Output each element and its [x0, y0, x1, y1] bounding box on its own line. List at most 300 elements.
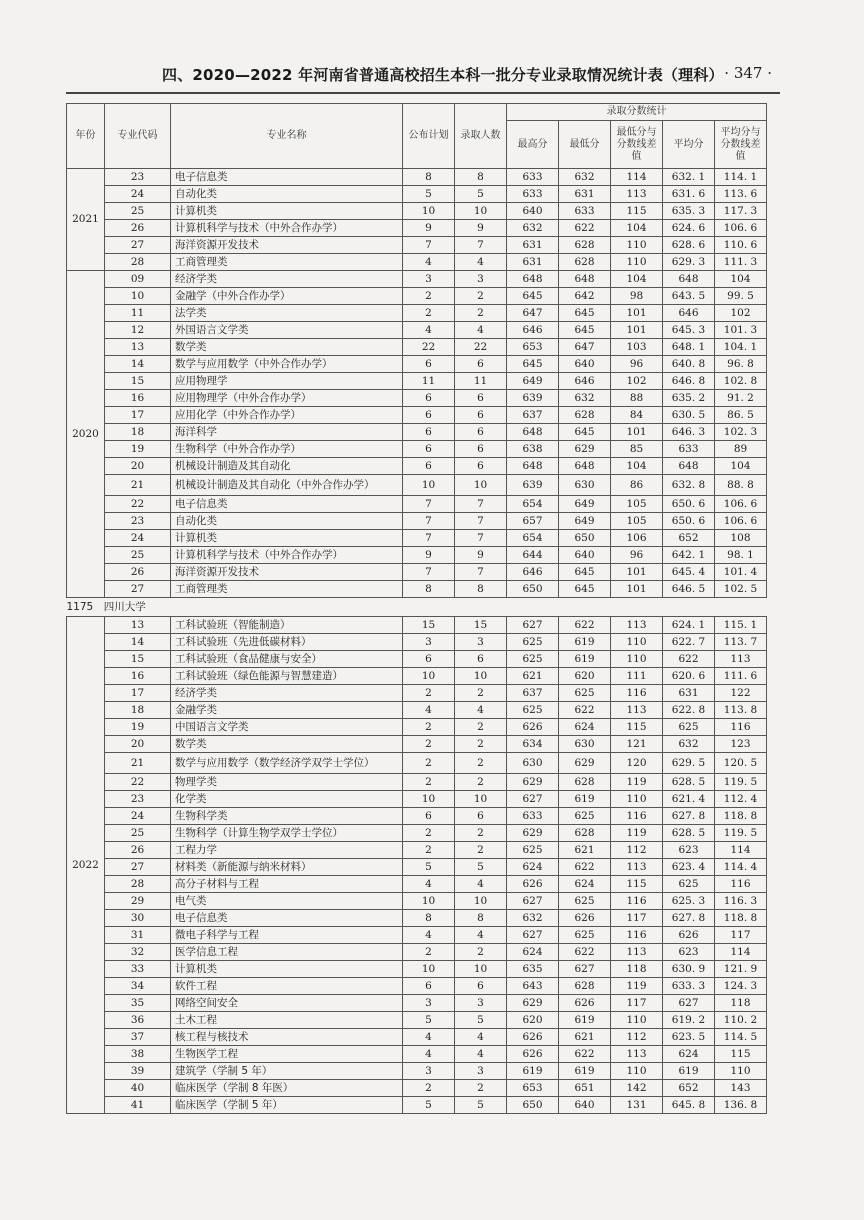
cell-name: 应用化学（中外合作办学） [171, 407, 403, 424]
cell-avg-diff: 104 [715, 271, 767, 288]
cell-min-diff: 110 [611, 1063, 663, 1080]
header-avg: 平均分 [663, 121, 715, 169]
table-row [67, 581, 767, 598]
cell-max: 625 [507, 634, 559, 651]
cell-max: 630 [507, 753, 559, 774]
cell-code: 20 [105, 736, 171, 753]
cell-admitted: 6 [455, 356, 507, 373]
cell-name: 电子信息类 [171, 169, 403, 186]
cell-avg-diff: 106. 6 [715, 513, 767, 530]
cell-max: 645 [507, 356, 559, 373]
table-row [67, 753, 767, 774]
cell-name: 核工程与核技术 [171, 1029, 403, 1046]
cell-code: 17 [105, 407, 171, 424]
table-row [67, 1046, 767, 1063]
table-row [67, 390, 767, 407]
cell-code: 22 [105, 774, 171, 791]
cell-avg-diff: 104 [715, 458, 767, 475]
cell-admitted: 9 [455, 220, 507, 237]
cell-plan: 6 [403, 458, 455, 475]
cell-name: 化学类 [171, 791, 403, 808]
cell-avg: 631. 6 [663, 186, 715, 203]
cell-max: 646 [507, 322, 559, 339]
cell-max: 625 [507, 651, 559, 668]
cell-admitted: 5 [455, 1012, 507, 1029]
cell-admitted: 2 [455, 774, 507, 791]
cell-avg: 623 [663, 842, 715, 859]
page-title: 四、2020—2022 年河南省普通高校招生本科一批分专业录取情况统计表（理科） [162, 66, 724, 84]
cell-plan: 3 [403, 1063, 455, 1080]
cell-name: 建筑学（学制 5 年） [171, 1063, 403, 1080]
cell-name: 物理学类 [171, 774, 403, 791]
table-row [67, 825, 767, 842]
table-row [67, 685, 767, 702]
cell-min-diff: 119 [611, 825, 663, 842]
cell-plan: 2 [403, 944, 455, 961]
cell-min-diff: 113 [611, 1046, 663, 1063]
cell-min-diff: 104 [611, 220, 663, 237]
cell-min-diff: 106 [611, 530, 663, 547]
cell-avg: 628. 6 [663, 237, 715, 254]
page-header [66, 60, 786, 90]
cell-admitted: 10 [455, 475, 507, 496]
cell-avg: 624 [663, 1046, 715, 1063]
cell-min: 628 [559, 407, 611, 424]
cell-min: 645 [559, 305, 611, 322]
cell-admitted: 10 [455, 791, 507, 808]
cell-admitted: 9 [455, 547, 507, 564]
cell-min-diff: 105 [611, 496, 663, 513]
cell-plan: 9 [403, 220, 455, 237]
cell-admitted: 8 [455, 910, 507, 927]
cell-plan: 10 [403, 203, 455, 220]
header-min-diff: 最低分与分数线差值 [611, 121, 663, 169]
cell-code: 23 [105, 513, 171, 530]
cell-plan: 6 [403, 651, 455, 668]
cell-avg: 630. 9 [663, 961, 715, 978]
cell-min: 625 [559, 808, 611, 825]
cell-min-diff: 116 [611, 893, 663, 910]
cell-avg-diff: 102. 8 [715, 373, 767, 390]
cell-avg-diff: 86. 5 [715, 407, 767, 424]
cell-admitted: 22 [455, 339, 507, 356]
cell-plan: 7 [403, 564, 455, 581]
cell-admitted: 4 [455, 1029, 507, 1046]
cell-admitted: 7 [455, 513, 507, 530]
cell-code: 26 [105, 564, 171, 581]
cell-plan: 9 [403, 547, 455, 564]
cell-plan: 10 [403, 893, 455, 910]
cell-min: 622 [559, 617, 611, 634]
cell-plan: 11 [403, 373, 455, 390]
cell-max: 631 [507, 237, 559, 254]
table-row [67, 186, 767, 203]
cell-plan: 5 [403, 1012, 455, 1029]
cell-avg-diff: 98. 1 [715, 547, 767, 564]
cell-min: 642 [559, 288, 611, 305]
cell-avg: 650. 6 [663, 513, 715, 530]
cell-max: 635 [507, 961, 559, 978]
header-min: 最低分 [559, 121, 611, 169]
cell-admitted: 5 [455, 1097, 507, 1114]
cell-min-diff: 113 [611, 944, 663, 961]
cell-avg: 648. 1 [663, 339, 715, 356]
cell-avg-diff: 113 [715, 651, 767, 668]
cell-avg: 633. 3 [663, 978, 715, 995]
table-row [67, 220, 767, 237]
cell-avg: 622. 7 [663, 634, 715, 651]
cell-plan: 4 [403, 1029, 455, 1046]
table-row [67, 927, 767, 944]
cell-max: 633 [507, 186, 559, 203]
cell-avg: 632. 8 [663, 475, 715, 496]
cell-min: 619 [559, 1063, 611, 1080]
cell-plan: 15 [403, 617, 455, 634]
header-plan: 公布计划 [403, 104, 455, 169]
cell-plan: 7 [403, 513, 455, 530]
cell-max: 629 [507, 774, 559, 791]
cell-min: 649 [559, 513, 611, 530]
cell-plan: 10 [403, 791, 455, 808]
cell-name: 数学与应用数学（数学经济学双学士学位） [171, 753, 403, 774]
cell-name: 计算机类 [171, 530, 403, 547]
cell-avg-diff: 111. 6 [715, 668, 767, 685]
cell-name: 中国语言文学类 [171, 719, 403, 736]
cell-plan: 8 [403, 169, 455, 186]
cell-min: 628 [559, 237, 611, 254]
cell-name: 数学类 [171, 736, 403, 753]
table-row [67, 169, 767, 186]
cell-plan: 5 [403, 186, 455, 203]
cell-avg: 630. 5 [663, 407, 715, 424]
cell-max: 627 [507, 791, 559, 808]
table-row [67, 305, 767, 322]
cell-avg: 646. 3 [663, 424, 715, 441]
cell-admitted: 7 [455, 530, 507, 547]
table-row [67, 1063, 767, 1080]
cell-code: 21 [105, 475, 171, 496]
cell-plan: 10 [403, 475, 455, 496]
cell-avg: 624. 6 [663, 220, 715, 237]
cell-plan: 4 [403, 927, 455, 944]
cell-plan: 6 [403, 424, 455, 441]
cell-max: 645 [507, 288, 559, 305]
cell-name: 海洋资源开发技术 [171, 237, 403, 254]
cell-code: 18 [105, 702, 171, 719]
cell-avg-diff: 143 [715, 1080, 767, 1097]
cell-admitted: 6 [455, 808, 507, 825]
cell-code: 11 [105, 305, 171, 322]
cell-plan: 3 [403, 995, 455, 1012]
cell-max: 643 [507, 978, 559, 995]
cell-avg-diff: 89 [715, 441, 767, 458]
cell-min: 624 [559, 719, 611, 736]
header-code: 专业代码 [105, 104, 171, 169]
cell-min: 630 [559, 736, 611, 753]
cell-code: 14 [105, 356, 171, 373]
cell-min: 625 [559, 685, 611, 702]
cell-name: 电子信息类 [171, 496, 403, 513]
cell-max: 632 [507, 910, 559, 927]
cell-min: 651 [559, 1080, 611, 1097]
cell-max: 650 [507, 581, 559, 598]
cell-min-diff: 113 [611, 859, 663, 876]
cell-plan: 22 [403, 339, 455, 356]
cell-max: 629 [507, 825, 559, 842]
cell-plan: 5 [403, 859, 455, 876]
table-row [67, 842, 767, 859]
cell-min: 626 [559, 995, 611, 1012]
cell-max: 632 [507, 220, 559, 237]
cell-max: 631 [507, 254, 559, 271]
cell-max: 626 [507, 719, 559, 736]
cell-plan: 2 [403, 288, 455, 305]
cell-admitted: 3 [455, 995, 507, 1012]
cell-max: 648 [507, 424, 559, 441]
cell-max: 627 [507, 893, 559, 910]
cell-max: 648 [507, 271, 559, 288]
cell-name: 计算机类 [171, 961, 403, 978]
cell-min: 645 [559, 581, 611, 598]
cell-avg-diff: 124. 3 [715, 978, 767, 995]
cell-avg: 627. 8 [663, 808, 715, 825]
cell-avg: 631 [663, 685, 715, 702]
cell-avg-diff: 119. 5 [715, 774, 767, 791]
cell-code: 10 [105, 288, 171, 305]
cell-name: 机械设计制造及其自动化（中外合作办学） [171, 475, 403, 496]
cell-min: 628 [559, 774, 611, 791]
cell-max: 633 [507, 808, 559, 825]
cell-avg: 622 [663, 651, 715, 668]
cell-min: 640 [559, 547, 611, 564]
table-row [67, 1080, 767, 1097]
cell-avg: 625. 3 [663, 893, 715, 910]
cell-min-diff: 85 [611, 441, 663, 458]
cell-min: 645 [559, 424, 611, 441]
cell-min-diff: 113 [611, 186, 663, 203]
table-row [67, 736, 767, 753]
cell-name: 自动化类 [171, 186, 403, 203]
cell-min: 648 [559, 271, 611, 288]
table-row [67, 407, 767, 424]
cell-min-diff: 120 [611, 753, 663, 774]
table-row [67, 668, 767, 685]
cell-avg: 626 [663, 927, 715, 944]
cell-admitted: 6 [455, 407, 507, 424]
cell-admitted: 3 [455, 271, 507, 288]
cell-admitted: 3 [455, 1063, 507, 1080]
cell-avg-diff: 116 [715, 719, 767, 736]
table-row [67, 237, 767, 254]
header-name: 专业名称 [171, 104, 403, 169]
cell-name: 工商管理类 [171, 581, 403, 598]
cell-avg-diff: 110. 2 [715, 1012, 767, 1029]
cell-name: 计算机科学与技术（中外合作办学） [171, 220, 403, 237]
cell-max: 654 [507, 496, 559, 513]
table-header [67, 104, 767, 169]
cell-admitted: 2 [455, 736, 507, 753]
table-row [67, 373, 767, 390]
cell-code: 39 [105, 1063, 171, 1080]
cell-max: 633 [507, 169, 559, 186]
cell-plan: 7 [403, 530, 455, 547]
cell-plan: 2 [403, 753, 455, 774]
cell-avg-diff: 110. 6 [715, 237, 767, 254]
cell-name: 海洋科学 [171, 424, 403, 441]
cell-plan: 6 [403, 808, 455, 825]
cell-code: 18 [105, 424, 171, 441]
cell-code: 24 [105, 530, 171, 547]
cell-admitted: 4 [455, 702, 507, 719]
cell-code: 25 [105, 547, 171, 564]
cell-plan: 4 [403, 876, 455, 893]
cell-code: 16 [105, 390, 171, 407]
table-row [67, 254, 767, 271]
cell-avg: 633 [663, 441, 715, 458]
cell-min-diff: 112 [611, 842, 663, 859]
table-row [67, 944, 767, 961]
cell-avg: 625 [663, 876, 715, 893]
cell-min: 632 [559, 390, 611, 407]
cell-admitted: 3 [455, 634, 507, 651]
table-row [67, 910, 767, 927]
cell-avg: 643. 5 [663, 288, 715, 305]
cell-admitted: 2 [455, 842, 507, 859]
cell-avg-diff: 115 [715, 1046, 767, 1063]
cell-plan: 6 [403, 390, 455, 407]
cell-name: 应用物理学（中外合作办学） [171, 390, 403, 407]
cell-code: 19 [105, 441, 171, 458]
cell-avg-diff: 123 [715, 736, 767, 753]
cell-max: 626 [507, 1029, 559, 1046]
cell-plan: 2 [403, 719, 455, 736]
cell-plan: 4 [403, 322, 455, 339]
cell-min-diff: 115 [611, 203, 663, 220]
cell-avg: 640. 8 [663, 356, 715, 373]
cell-max: 649 [507, 373, 559, 390]
cell-plan: 4 [403, 1046, 455, 1063]
cell-admitted: 6 [455, 424, 507, 441]
cell-admitted: 11 [455, 373, 507, 390]
cell-avg-diff: 116. 3 [715, 893, 767, 910]
cell-code: 21 [105, 753, 171, 774]
table-row [67, 356, 767, 373]
cell-min: 626 [559, 910, 611, 927]
table-row [67, 617, 767, 634]
cell-avg-diff: 101. 3 [715, 322, 767, 339]
cell-min-diff: 117 [611, 995, 663, 1012]
cell-code: 15 [105, 651, 171, 668]
cell-admitted: 10 [455, 893, 507, 910]
cell-min: 625 [559, 927, 611, 944]
cell-avg-diff: 102. 3 [715, 424, 767, 441]
cell-avg: 623. 4 [663, 859, 715, 876]
cell-plan: 2 [403, 685, 455, 702]
cell-max: 646 [507, 564, 559, 581]
cell-avg-diff: 119. 5 [715, 825, 767, 842]
cell-min: 620 [559, 668, 611, 685]
cell-name: 应用物理学 [171, 373, 403, 390]
cell-code: 14 [105, 634, 171, 651]
cell-name: 工科试验班（智能制造） [171, 617, 403, 634]
cell-avg-diff: 108 [715, 530, 767, 547]
table-row [67, 475, 767, 496]
cell-plan: 2 [403, 842, 455, 859]
cell-code: 31 [105, 927, 171, 944]
cell-avg: 624. 1 [663, 617, 715, 634]
cell-max: 629 [507, 995, 559, 1012]
cell-code: 33 [105, 961, 171, 978]
cell-admitted: 8 [455, 581, 507, 598]
cell-code: 24 [105, 186, 171, 203]
cell-min: 622 [559, 1046, 611, 1063]
cell-min: 630 [559, 475, 611, 496]
cell-name: 生物科学（计算生物学双学士学位） [171, 825, 403, 842]
header-rule [66, 92, 780, 94]
cell-avg: 629. 5 [663, 753, 715, 774]
cell-name: 材料类（新能源与纳米材料） [171, 859, 403, 876]
table-row [67, 441, 767, 458]
table-row [67, 513, 767, 530]
cell-plan: 2 [403, 736, 455, 753]
cell-avg-diff: 113. 7 [715, 634, 767, 651]
cell-min: 646 [559, 373, 611, 390]
table-row [67, 203, 767, 220]
cell-min: 628 [559, 254, 611, 271]
cell-code: 38 [105, 1046, 171, 1063]
cell-min-diff: 110 [611, 237, 663, 254]
cell-name: 计算机科学与技术（中外合作办学） [171, 547, 403, 564]
cell-avg-diff: 122 [715, 685, 767, 702]
cell-min: 622 [559, 944, 611, 961]
cell-name: 数学类 [171, 339, 403, 356]
cell-avg: 620. 6 [663, 668, 715, 685]
cell-code: 17 [105, 685, 171, 702]
table-row [67, 458, 767, 475]
cell-max: 620 [507, 1012, 559, 1029]
cell-name: 电子信息类 [171, 910, 403, 927]
cell-admitted: 4 [455, 876, 507, 893]
cell-plan: 8 [403, 910, 455, 927]
cell-admitted: 6 [455, 651, 507, 668]
cell-avg: 619. 2 [663, 1012, 715, 1029]
cell-plan: 6 [403, 407, 455, 424]
cell-admitted: 2 [455, 1080, 507, 1097]
cell-min: 619 [559, 1012, 611, 1029]
cell-min-diff: 115 [611, 876, 663, 893]
cell-avg-diff: 113. 6 [715, 186, 767, 203]
cell-admitted: 15 [455, 617, 507, 634]
table-body [67, 169, 767, 1114]
cell-avg-diff: 110 [715, 1063, 767, 1080]
cell-plan: 6 [403, 356, 455, 373]
cell-min-diff: 113 [611, 702, 663, 719]
header-max: 最高分 [507, 121, 559, 169]
cell-name: 数学与应用数学（中外合作办学） [171, 356, 403, 373]
cell-min-diff: 117 [611, 910, 663, 927]
cell-min-diff: 111 [611, 668, 663, 685]
cell-avg-diff: 114. 4 [715, 859, 767, 876]
year-cell: 2022 [67, 617, 105, 1114]
cell-code: 25 [105, 825, 171, 842]
cell-avg-diff: 102 [715, 305, 767, 322]
cell-avg: 645. 8 [663, 1097, 715, 1114]
year-cell: 2020 [67, 271, 105, 598]
cell-admitted: 6 [455, 458, 507, 475]
table-row [67, 271, 767, 288]
cell-min-diff: 119 [611, 774, 663, 791]
cell-avg: 646 [663, 305, 715, 322]
